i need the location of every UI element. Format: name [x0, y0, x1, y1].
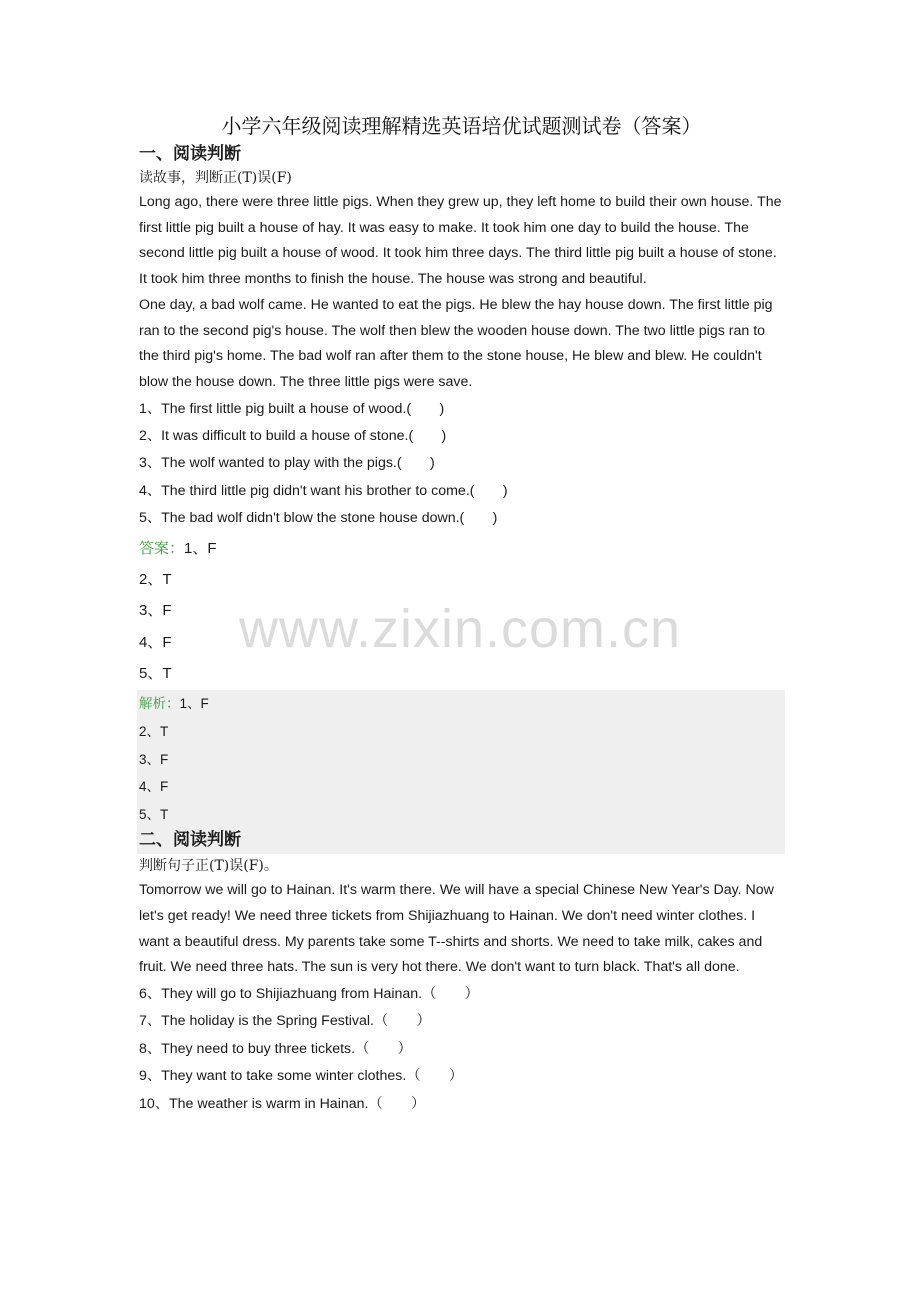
- analysis-row: 5、T: [139, 806, 169, 822]
- passage-paragraph: Long ago, there were three little pigs. When they grew up, they left home to build their own house. The first little pig built a house of hay. It was easy to make. It took him one day to build the house. The second little pig built a house of wood. It took him three days. The third little pig built a house of stone. It took him three months to finish the house. The house was strong and beautiful.: [139, 194, 782, 288]
- analysis-row: [139, 690, 785, 719]
- answer-value: 1、F: [184, 539, 217, 557]
- question-item: 10、The weather is warm in Hainan.（ ）: [139, 1095, 426, 1112]
- section-2: [139, 854, 784, 1118]
- section-1-instruction: 读故事，判断正(T)误(F): [139, 170, 292, 186]
- question-item: 3、The wolf wanted to play with the pigs.( ): [139, 455, 435, 472]
- answer-row: 4、F: [139, 633, 172, 651]
- section-1: [139, 142, 784, 854]
- question-item: 9、They want to take some winter clothes.（ ）: [139, 1068, 464, 1085]
- section-1-passage: [139, 190, 784, 396]
- question-item: 4、The third little pig didn't want his brother to come.( ): [139, 482, 508, 499]
- analysis-row: 3、F: [139, 751, 169, 767]
- document-page: [139, 110, 784, 1118]
- question-item: 7、The holiday is the Spring Festival.（ ）: [139, 1013, 431, 1030]
- section-2-passage: [139, 878, 784, 981]
- analysis-block: [137, 690, 785, 855]
- answer-row: 5、T: [139, 665, 172, 683]
- answer-row: 3、F: [139, 602, 172, 620]
- question-item: 8、They need to buy three tickets.（ ）: [139, 1040, 412, 1057]
- passage-paragraph: Tomorrow we will go to Hainan. It's warm there. We will have a special Chinese New Year's Day. Now let's get ready! We need three tickets from Shijiazhuang to Hainan. We don't need winter clothes. I want a beautiful dress. My parents take some T--shirts and shorts. We need to take milk, cakes and fruit. We need three hats. The sun is very hot there. We don't want to turn black. That's all done.: [139, 882, 774, 976]
- answer-label: 答案：: [139, 538, 185, 557]
- section-1-questions: [139, 396, 784, 533]
- analysis-row: 2、T: [139, 724, 169, 740]
- answer-row: [139, 533, 784, 564]
- page-title: 小学六年级阅读理解精选英语培优试题测试卷（答案）: [221, 114, 702, 138]
- passage-paragraph: One day, a bad wolf came. He wanted to eat the pigs. He blew the hay house down. The first little pig ran to the second pig's house. The wolf then blew the wooden house down. The two little pigs ran to the third pig's home. The bad wolf ran after them to the stone house, He blew and blew. He couldn't blow the house down. The three little pigs were save.: [139, 296, 773, 390]
- analysis-label: 解析：: [139, 695, 180, 712]
- question-item: 2、It was difficult to build a house of stone.( ): [139, 428, 447, 445]
- watermark: www.zixin.com.cn: [238, 599, 682, 659]
- analysis-row: 4、F: [139, 779, 169, 795]
- answer-row: 2、T: [139, 571, 172, 589]
- section-1-heading: 一、阅读判断: [139, 144, 241, 164]
- question-item: 5、The bad wolf didn't blow the stone house down.( ): [139, 510, 498, 527]
- analysis-value: 1、F: [179, 695, 209, 711]
- section-2-heading: 二、阅读判断: [139, 830, 241, 851]
- question-item: 6、They will go to Shijiazhuang from Hainan.（ ）: [139, 986, 479, 1002]
- section-2-questions: [139, 981, 784, 1118]
- question-item: 1、The first little pig built a house of wood.( ): [139, 400, 445, 417]
- answer-block: [139, 533, 784, 690]
- section-2-instruction: 判断句子正(T)误(F)。: [139, 858, 278, 875]
